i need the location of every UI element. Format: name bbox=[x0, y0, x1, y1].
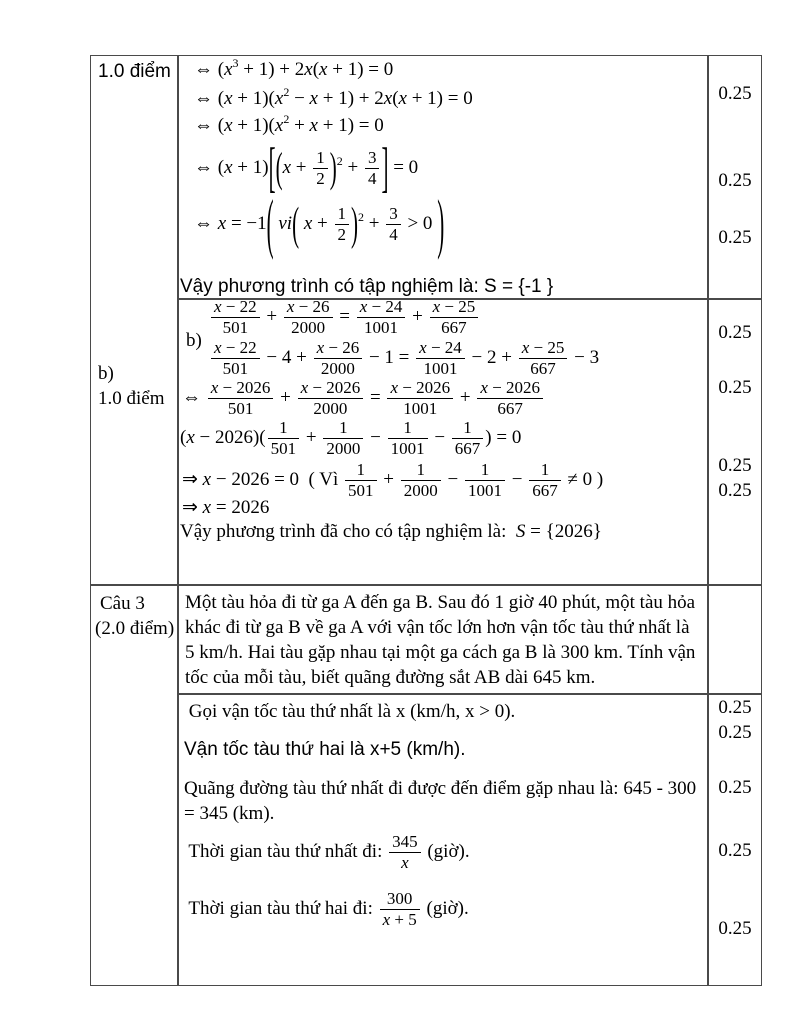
score-value: 0.25 bbox=[718, 83, 752, 104]
math-line: ⇔ $\frac{x - 2026}{501}$ + $\frac{x - 2026}{2000}$ = $\frac{x - 2026}{1001}$ + $\frac{x - 2026}{667}$ bbox=[182, 378, 545, 419]
points-label-part-a: 1.0 điểm bbox=[98, 61, 171, 82]
score-value: 0.25 bbox=[718, 840, 752, 861]
math-line: ⇔ $(x + 1)(x^2 + x + 1) = 0$ bbox=[194, 112, 384, 136]
math-line: (x − 2026)( $\frac{1}{501}$ + $\frac{1}{2000}$ − $\frac{1}{1001}$ − $\frac{1}{667}$ ) = 0 bbox=[180, 418, 522, 458]
column-divider-left bbox=[177, 56, 179, 985]
math-line: ⇔ x = −1( vi( x + $\frac{1}{2}$ )$^2$ + $\frac{3}{4}$ > 0 ) bbox=[194, 184, 445, 262]
math-line: ⇔ $(x^3 + 1) + 2x(x + 1) = 0$ bbox=[194, 56, 394, 80]
part-b-label: b) bbox=[98, 363, 114, 384]
score-value: 0.25 bbox=[718, 480, 752, 501]
row-divider-b-c bbox=[91, 584, 761, 586]
math-line: $\frac{x - 22}{501}$ − 4 + $\frac{x - 26}{2000}$ − 1 = $\frac{x - 24}{1001}$ − 2 + $\frac{x - 25}{667}$ − 3 bbox=[209, 338, 599, 379]
math-line: ⇒ x − 2026 = 0 ( Vì $\frac{1}{501}$ + $\frac{1}{2000}$ − $\frac{1}{1001}$ − $\frac{1}{667}$ ≠ 0 ) bbox=[182, 460, 604, 500]
score-value: 0.25 bbox=[718, 227, 752, 248]
solution-step: Gọi vận tốc tàu thứ nhất là x (km/h, x > 0). bbox=[184, 701, 516, 722]
part-b-inline-label: b) bbox=[186, 330, 202, 351]
math-line: ⇔ $(x + 1)(x^2 - x + 1) + 2x(x + 1) = 0$ bbox=[194, 85, 473, 109]
math-line: ⇔ (x + 1)[(x + $\frac{1}{2}$ )$^2$ + $\frac{3}{4}$ ] = 0 bbox=[194, 136, 419, 199]
question-3-label: Câu 3 bbox=[100, 593, 145, 614]
math-line: ⇒ x = 2026 bbox=[182, 497, 270, 518]
points-label-part-b: 1.0 điểm bbox=[98, 388, 165, 409]
row-divider-problem-solution bbox=[177, 693, 761, 695]
score-value: 0.25 bbox=[718, 455, 752, 476]
score-value: 0.25 bbox=[718, 918, 752, 939]
math-line: $\frac{x - 22}{501}$ + $\frac{x - 26}{2000}$ = $\frac{x - 24}{1001}$ + $\frac{x - 25}{667}$ bbox=[209, 297, 480, 338]
score-value: 0.25 bbox=[718, 697, 752, 718]
score-value: 0.25 bbox=[718, 170, 752, 191]
score-value: 0.25 bbox=[718, 322, 752, 343]
points-label-question-3: (2.0 điểm) bbox=[95, 618, 175, 639]
score-value: 0.25 bbox=[718, 377, 752, 398]
score-value: 0.25 bbox=[718, 777, 752, 798]
solution-step: Thời gian tàu thứ nhất đi: $\frac{345}{x}$ (giờ). bbox=[184, 832, 470, 872]
solution-step: Thời gian tàu thứ hai đi: $\frac{300}{x + 5}$ (giờ). bbox=[184, 889, 469, 929]
solution-step: Quãng đường tàu thứ nhất đi được đến điểm gặp nhau là: 645 - 300 = 345 (km). bbox=[184, 778, 697, 824]
rubric-table bbox=[90, 55, 762, 986]
problem-statement: Một tàu hỏa đi từ ga A đến ga B. Sau đó 1 giờ 40 phút, một tàu hỏa khác đi từ ga B về ga A với vận tốc lớn hơn vận tốc tàu thứ nhất là 5 km/h. Hai tàu gặp nhau tại một ga cách ga B là 300 km. Tính vận tốc của mỗi tàu, biết quãng đường sắt AB dài 645 km. bbox=[185, 592, 696, 688]
conclusion-part-a: Vậy phương trình có tập nghiệm là: S = {-1 } bbox=[180, 276, 554, 297]
conclusion-part-b: Vậy phương trình đã cho có tập nghiệm là: S = {2026} bbox=[180, 521, 602, 542]
score-value: 0.25 bbox=[718, 722, 752, 743]
solution-step: Vận tốc tàu thứ hai là x+5 (km/h). bbox=[184, 739, 466, 760]
